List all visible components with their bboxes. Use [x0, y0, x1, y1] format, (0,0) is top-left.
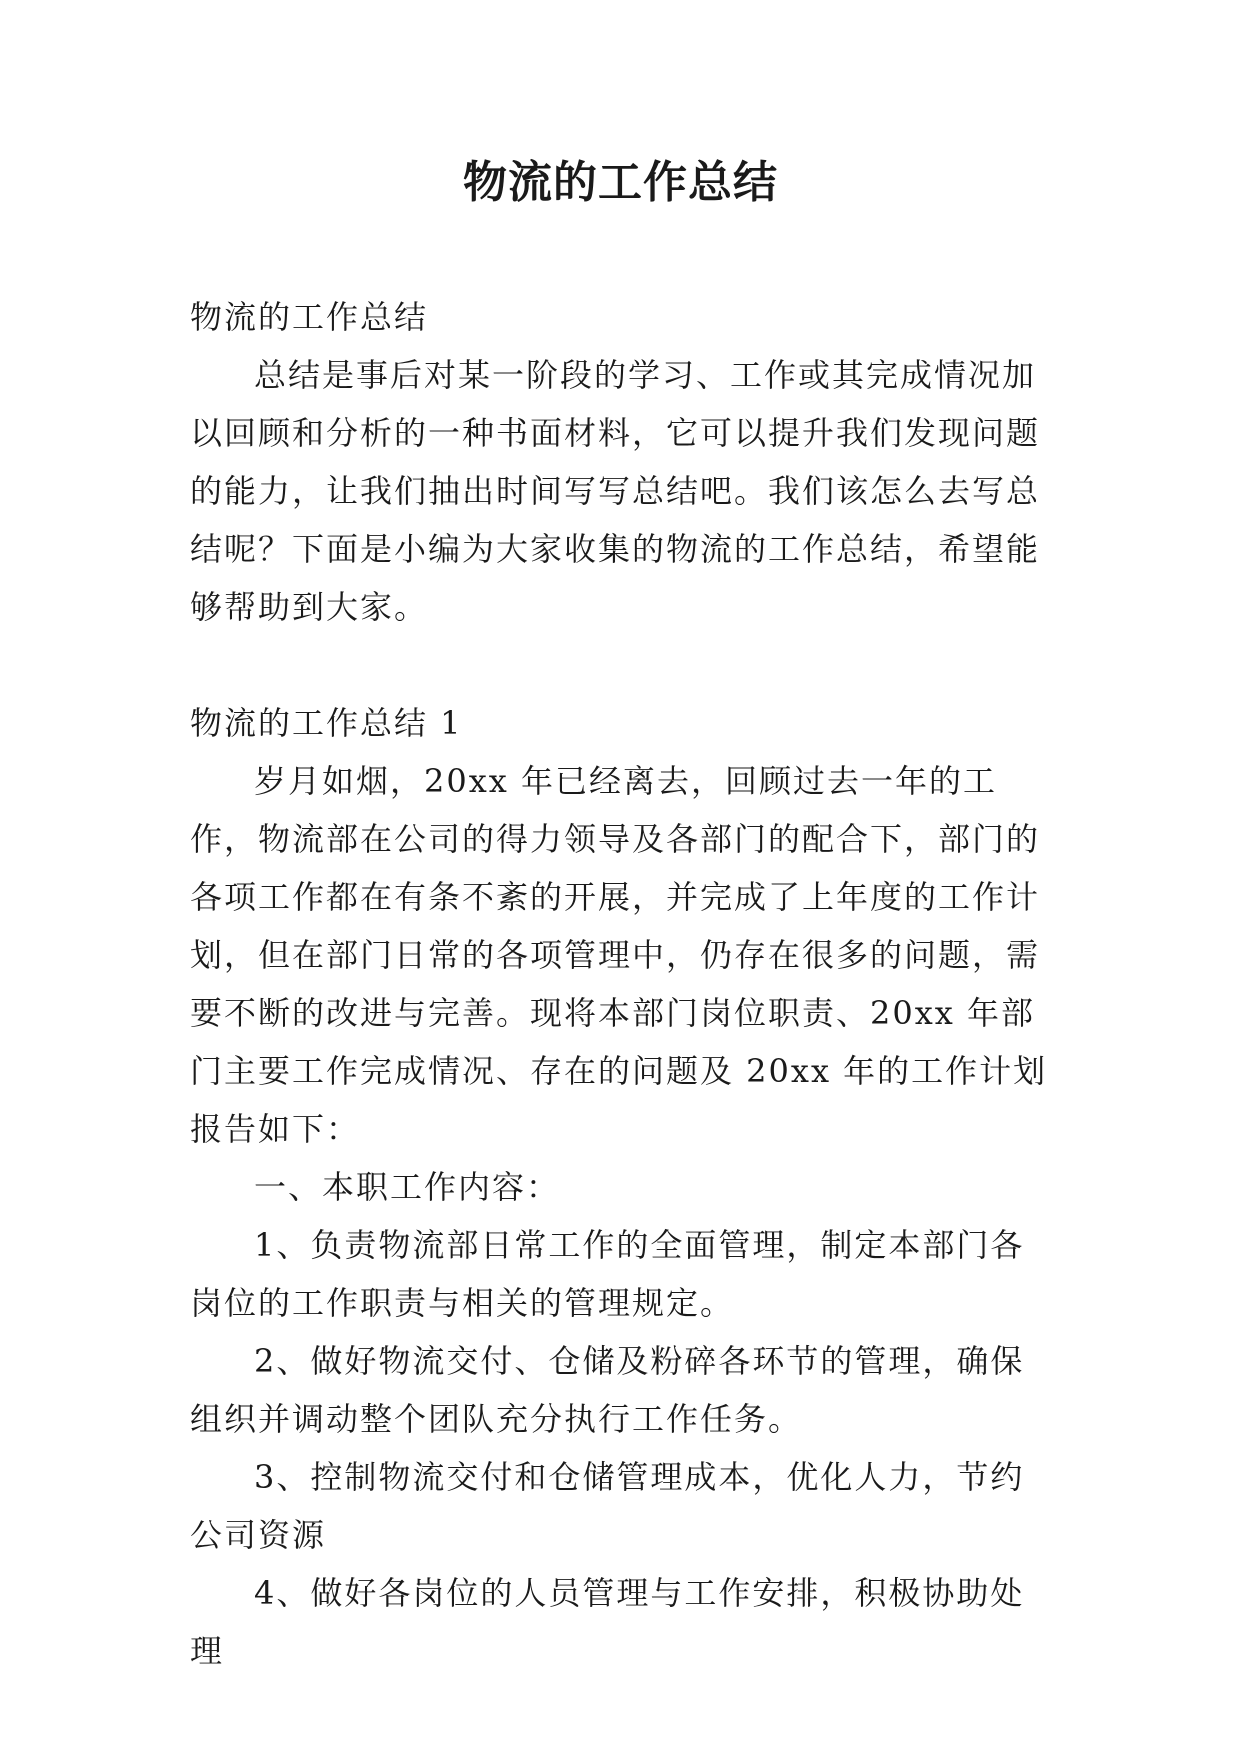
list-item: 2、做好物流交付、仓储及粉碎各环节的管理，确保组织并调动整个团队充分执行工作任务。	[190, 1342, 1025, 1438]
intro-paragraph: 总结是事后对某一阶段的学习、工作或其完成情况加以回顾和分析的一种书面材料，它可以提升我们发现问题的能力，让我们抽出时间写写总结吧。我们该怎么去写总结呢？下面是小编为大家收集的物流的工作总结，希望能够帮助到大家。	[190, 356, 1041, 626]
section-heading-1: 物流的工作总结 1	[190, 704, 463, 742]
document-title: 物流的工作总结	[463, 157, 778, 208]
list-item: 4、做好各岗位的人员管理与工作安排，积极协助处理	[190, 1574, 1025, 1670]
subheading: 一、本职工作内容：	[254, 1168, 561, 1206]
section-heading: 物流的工作总结	[190, 298, 429, 336]
body-paragraph: 岁月如烟，20xx 年已经离去，回顾过去一年的工作，物流部在公司的得力领导及各部门的配合下，部门的各项工作都在有条不紊的开展，并完成了上年度的工作计划，但在部门日常的各项管理中，仍存在很多的问题，需要不断的改进与完善。现将本部门岗位职责、20xx 年部门主要工作完成情况、存在的问题及 20xx 年的工作计划报告如下：	[190, 762, 1048, 1148]
document-body	[190, 288, 1054, 1680]
list-item: 1、负责物流部日常工作的全面管理，制定本部门各岗位的工作职责与相关的管理规定。	[190, 1226, 1025, 1322]
list-item: 3、控制物流交付和仓储管理成本，优化人力，节约公司资源	[190, 1458, 1025, 1554]
